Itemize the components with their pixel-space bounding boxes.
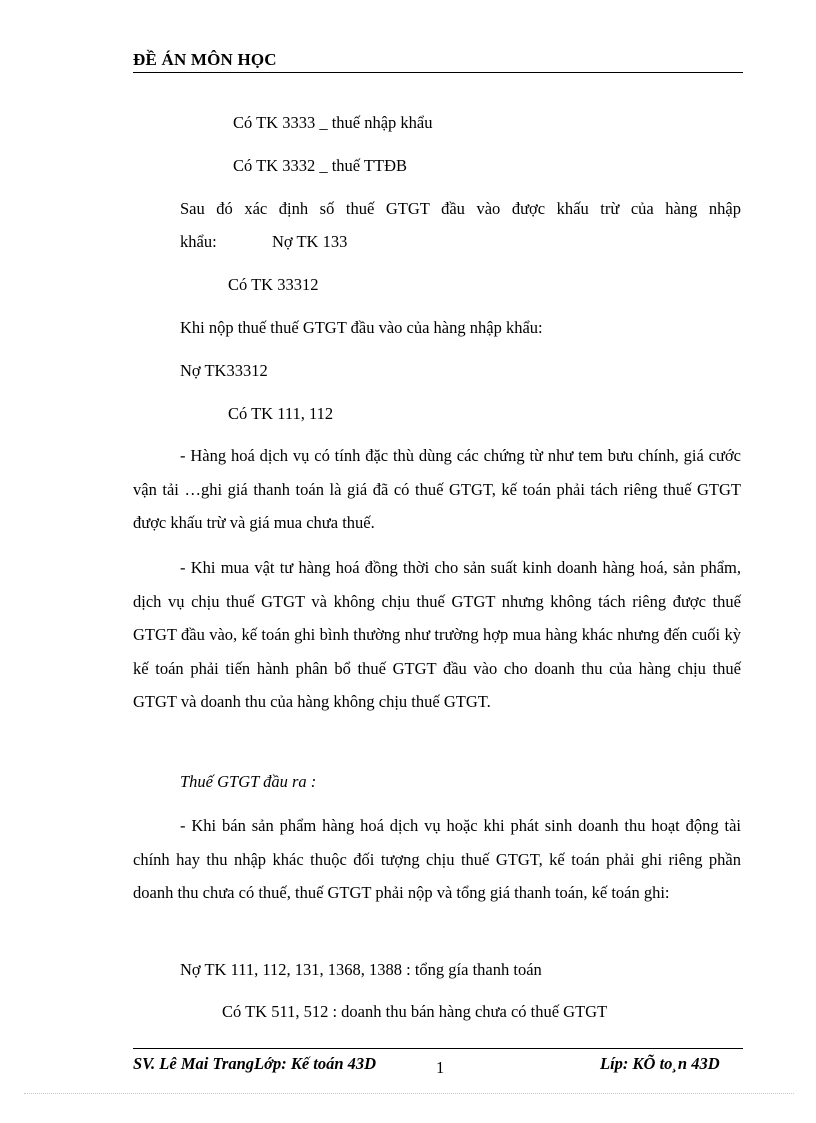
header-rule bbox=[133, 72, 743, 73]
paragraph: - Khi mua vật tư hàng hoá đồng thời cho sản suất kinh doanh hàng hoá, sản phẩm, dịch vụ chịu thuế GTGT và không chịu thuế GTGT nhưng không tách riêng được thuế GTGT đầu vào, kế toán ghi bình thường như trường hợp mua hàng khác nhưng đến cuối kỳ kế toán phải tiến hành phân bổ thuế GTGT đầu vào cho doanh thu của hàng chịu thuế GTGT và doanh thu của hàng không chịu thuế GTGT. bbox=[133, 558, 741, 711]
entry-line: Có TK 3332 _ thuế TTĐB bbox=[233, 156, 408, 175]
section-heading: Thuế GTGT đầu ra : bbox=[180, 772, 317, 791]
page-number: 1 bbox=[436, 1058, 445, 1077]
entry-line: Nợ TK 111, 112, 131, 1368, 1388 : tổng gía thanh toán bbox=[180, 960, 542, 979]
footer-class: Líp: KÕ to¸n 43D bbox=[600, 1054, 720, 1073]
paragraph-line: Sau đó xác định số thuế GTGT đầu vào được khấu trừ của hàng nhập bbox=[180, 199, 741, 218]
entry-line: Có TK 33312 bbox=[228, 275, 319, 294]
footer-rule bbox=[133, 1048, 743, 1049]
paragraph-line: Khi nộp thuế thuế GTGT đầu vào của hàng nhập khẩu: bbox=[180, 318, 543, 337]
entry-line: Nợ TK 133 bbox=[272, 232, 348, 251]
footer-author: SV. Lê Mai TrangLớp: Kế toán 43D bbox=[133, 1054, 377, 1073]
page-header-title: ĐỀ ÁN MÔN HỌC bbox=[133, 50, 277, 69]
entry-line: Nợ TK33312 bbox=[180, 361, 268, 380]
paragraph-line: khẩu: bbox=[180, 232, 217, 251]
paragraph: - Khi bán sản phẩm hàng hoá dịch vụ hoặc khi phát sinh doanh thu hoạt động tài chính hay thu nhập khác thuộc đối tượng chịu thuế GTGT, kế toán phải ghi riêng phần doanh thu chưa có thuế, thuế GTGT phải nộp và tổng giá thanh toán, kế toán ghi: bbox=[133, 816, 741, 902]
entry-line: Có TK 511, 512 : doanh thu bán hàng chưa có thuế GTGT bbox=[222, 1002, 608, 1021]
entry-line: Có TK 3333 _ thuế nhập khẩu bbox=[233, 113, 433, 132]
page-break-divider bbox=[24, 1093, 794, 1094]
entry-line: Có TK 111, 112 bbox=[228, 404, 334, 423]
paragraph: - Hàng hoá dịch vụ có tính đặc thù dùng các chứng từ như tem bưu chính, giá cước vận tải …ghi giá thanh toán là giá đã có thuế GTGT, kế toán phải tách riêng thuế GTGT được khấu trừ và giá mua chưa thuế. bbox=[133, 446, 741, 532]
